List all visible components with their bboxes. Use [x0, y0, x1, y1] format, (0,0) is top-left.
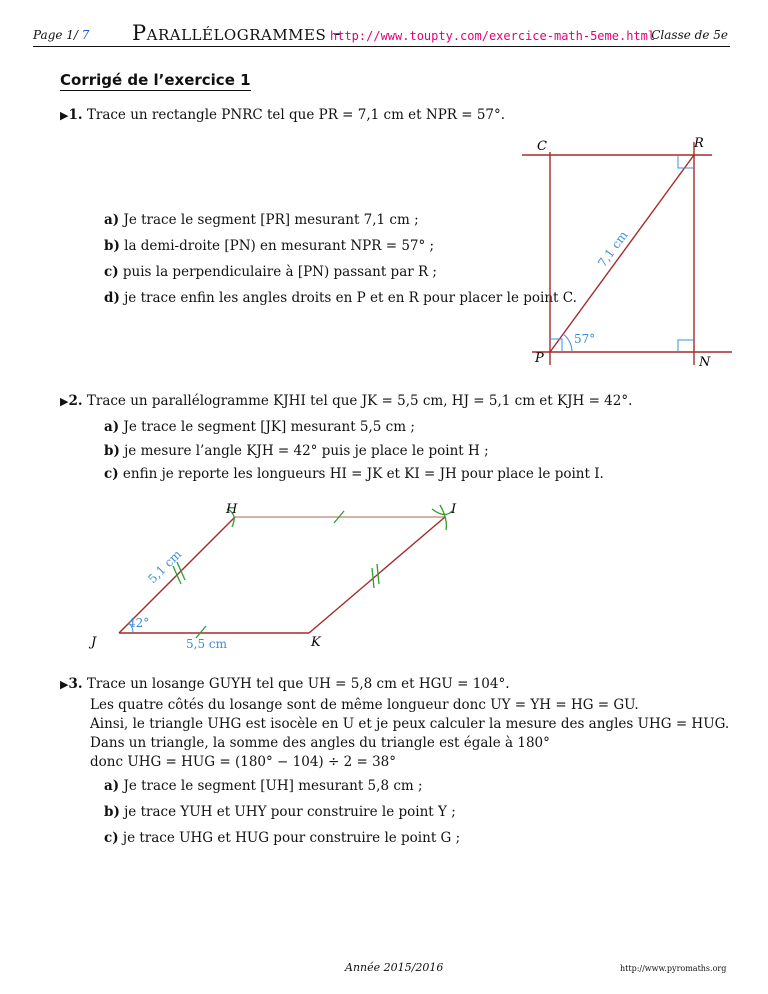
section-title: Corrigé de l’exercice 1	[60, 71, 251, 89]
point-i: I	[451, 502, 457, 517]
point-h: H	[226, 502, 238, 517]
step-b: b) la demi-droite [PN) en mesurant NPR = 57° ;	[104, 238, 435, 254]
arrow-icon: ▶	[60, 395, 69, 408]
question-number: 1.	[68, 107, 83, 123]
point-j: J	[91, 635, 97, 650]
point-n: N	[699, 355, 711, 370]
question-statement: Trace un parallélogramme KJHI tel que JK = 5,5 cm, HJ = 5,1 cm et KJH = 42°.	[86, 393, 633, 409]
segment-pr	[550, 155, 694, 352]
page-label: Page 1/	[33, 28, 78, 42]
point-r: R	[694, 136, 704, 151]
step-c: c) je trace UHG et HUG pour construire le point G ;	[104, 830, 461, 846]
length-label-pr: 7,1 cm	[595, 228, 631, 270]
right-angle-n	[678, 340, 694, 352]
step-c: c) puis la perpendiculaire à [PN) passant par R ;	[104, 264, 437, 280]
class-label: Classe de 5e	[651, 28, 728, 42]
side-ki	[309, 517, 445, 633]
step-a: a) Je trace le segment [PR] mesurant 7,1 cm ;	[104, 212, 419, 228]
length-label-jk: 5,5 cm	[186, 637, 227, 651]
explanation-line: Ainsi, le triangle UHG est isocèle en U et je peux calculer la mesure des angles UHG = HUG.	[90, 716, 730, 732]
rectangle-figure	[522, 142, 732, 365]
step-a: a) Je trace le segment [JK] mesurant 5,5 cm ;	[104, 419, 415, 435]
compass-marks	[173, 505, 452, 638]
question-number: 2.	[68, 393, 83, 409]
step-a: a) Je trace le segment [UH] mesurant 5,8 cm ;	[104, 778, 423, 794]
angle-label-42: 42°	[128, 616, 150, 630]
step-d: d) je trace enfin les angles droits en P et en R pour placer le point C.	[104, 290, 577, 306]
question-number: 3.	[68, 676, 83, 692]
parallelogram-figure	[119, 517, 445, 633]
point-k: K	[311, 635, 321, 650]
header-url-link[interactable]: http://www.toupty.com/exercice-math-5eme.html	[330, 29, 656, 43]
angle-arc-57	[563, 334, 572, 352]
explanation-line: donc UHG = HUG = (180° − 104) ÷ 2 = 38°	[90, 754, 396, 770]
footer-year: Année 2015/2016	[345, 961, 444, 974]
page-title: Parallélogrammes -	[132, 21, 342, 45]
explanation-line: Dans un triangle, la somme des angles du triangle est égale à 180°	[90, 735, 550, 751]
question-statement: Trace un losange GUYH tel que UH = 5,8 cm et HGU = 104°.	[86, 676, 510, 692]
angle-label-57: 57°	[574, 332, 596, 346]
question-statement: Trace un rectangle PNRC tel que PR = 7,1 cm et NPR = 57°.	[86, 107, 506, 123]
arrow-icon: ▶	[60, 109, 69, 122]
step-b: b) je mesure l’angle KJH = 42° puis je place le point H ;	[104, 443, 489, 459]
point-p: P	[535, 351, 544, 366]
footer-url-link[interactable]: http://www.pyromaths.org	[620, 964, 727, 973]
explanation-line: Les quatre côtés du losange sont de même longueur donc UY = YH = HG = GU.	[90, 697, 639, 713]
step-c: c) enfin je reporte les longueurs HI = JK et KI = JH pour place le point I.	[104, 466, 604, 482]
point-c: C	[537, 139, 547, 154]
arrow-icon: ▶	[60, 678, 69, 691]
step-b: b) je trace YUH et UHY pour construire le point Y ;	[104, 804, 456, 820]
length-label-hj: 5,1 cm	[145, 547, 185, 587]
page-number-link[interactable]: 7	[81, 28, 90, 42]
